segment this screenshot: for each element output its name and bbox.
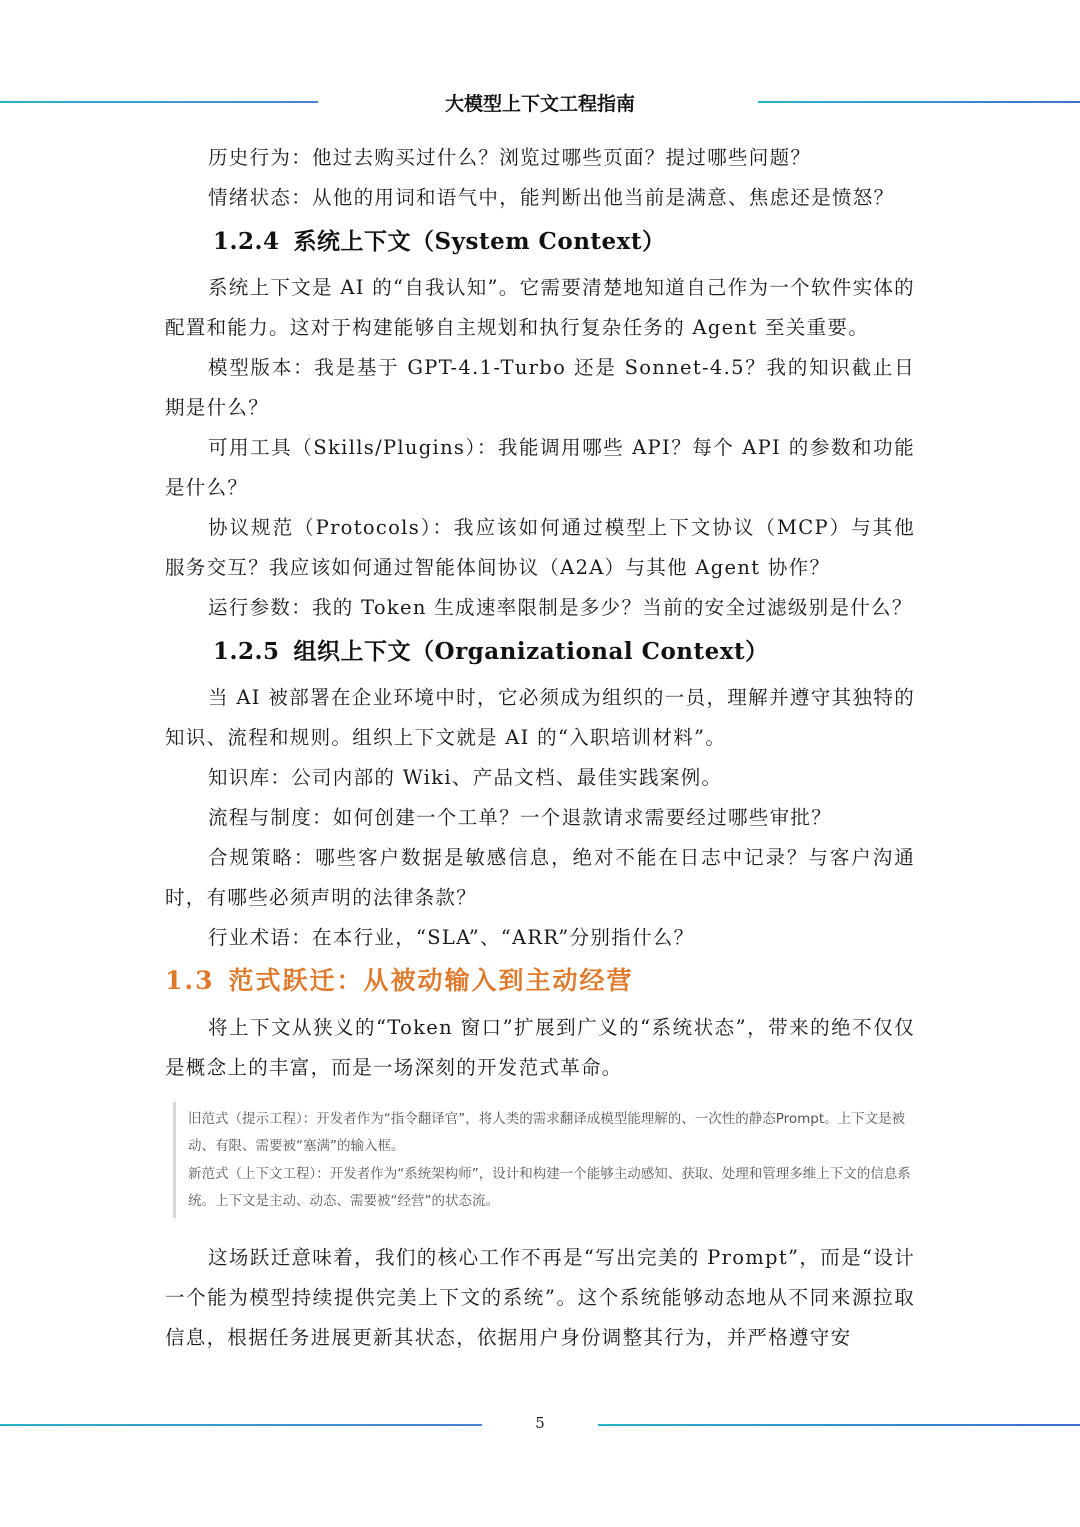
quote-new-paradigm: 新范式（上下文工程）：开发者作为“系统架构师”，设计和构建一个能够主动感知、获取、处理和管理多维上下文的信息系统。上下文是主动、动态、需要被“经营”的状态流。 <box>188 1166 911 1209</box>
page-number: 5 <box>535 1414 545 1432</box>
paragraph: 系统上下文是 AI 的“自我认知”。它需要清楚地知道自己作为一个软件实体的配置和能力。这对于构建能够自主规划和执行复杂任务的 Agent 至关重要。 <box>165 276 915 339</box>
emotion-line: 情绪状态：从他的用词和语气中，能判断出他当前是满意、焦虑还是愤怒？ <box>208 186 895 209</box>
list-item-runtime: 运行参数：我的 Token 生成速率限制是多少？当前的安全过滤级别是什么？ <box>208 596 913 619</box>
list-item-tools: 可用工具（Skills/Plugins）：我能调用哪些 API？每个 API 的参数和功能是什么？ <box>165 436 915 499</box>
list-item-knowledge: 知识库：公司内部的 Wiki、产品文档、最佳实践案例。 <box>208 766 723 789</box>
heading-1-2-5 <box>213 632 915 672</box>
list-item-jargon: 行业术语：在本行业，“SLA”、“ARR”分别指什么？ <box>208 926 695 949</box>
heading-number: 1.3 <box>165 966 215 995</box>
quote-old-paradigm: 旧范式（提示工程）：开发者作为“指令翻译官”，将人类的需求翻译成模型能理解的、一次性的静态Prompt。上下文是被动、有限、需要被“塞满”的输入框。 <box>188 1111 906 1154</box>
page-content <box>165 138 915 1358</box>
heading-1-3 <box>165 960 915 1002</box>
list-item-model-version: 模型版本：我是基于 GPT-4.1-Turbo 还是 Sonnet-4.5？我的知识截止日期是什么？ <box>165 356 915 419</box>
heading-number: 1.2.4 <box>213 228 280 255</box>
heading-1-2-4 <box>213 222 915 262</box>
heading-text: 组织上下文（Organizational Context） <box>293 638 769 665</box>
heading-number: 1.2.5 <box>213 638 280 665</box>
list-item-process: 流程与制度：如何创建一个工单？一个退款请求需要经过哪些审批？ <box>208 806 833 829</box>
blockquote <box>173 1102 918 1218</box>
history-line: 历史行为：他过去购买过什么？浏览过哪些页面？提过哪些问题？ <box>208 146 812 169</box>
heading-text: 范式跃迁：从被动输入到主动经营 <box>228 966 634 995</box>
paragraph: 将上下文从狭义的“Token 窗口”扩展到广义的“系统状态”，带来的绝不仅仅是概念上的丰富，而是一场深刻的开发范式革命。 <box>165 1016 915 1079</box>
list-item-protocols: 协议规范（Protocols）：我应该如何通过模型上下文协议（MCP）与其他服务交互？我应该如何通过智能体间协议（A2A）与其他 Agent 协作？ <box>165 516 915 579</box>
paragraph: 当 AI 被部署在企业环境中时，它必须成为组织的一员，理解并遵守其独特的知识、流程和规则。组织上下文就是 AI 的“入职培训材料”。 <box>165 686 915 749</box>
paragraph: 这场跃迁意味着，我们的核心工作不再是“写出完美的 Prompt”，而是“设计一个能为模型持续提供完美上下文的系统”。这个系统能够动态地从不同来源拉取信息，根据任务进展更新其状态，依据用户身份调整其行为，并严格遵守安 <box>165 1246 915 1349</box>
list-item-compliance: 合规策略：哪些客户数据是敏感信息，绝对不能在日志中记录？与客户沟通时，有哪些必须声明的法律条款？ <box>165 846 915 909</box>
heading-text: 系统上下文（System Context） <box>293 228 666 255</box>
document-title: 大模型上下文工程指南 <box>444 93 635 115</box>
